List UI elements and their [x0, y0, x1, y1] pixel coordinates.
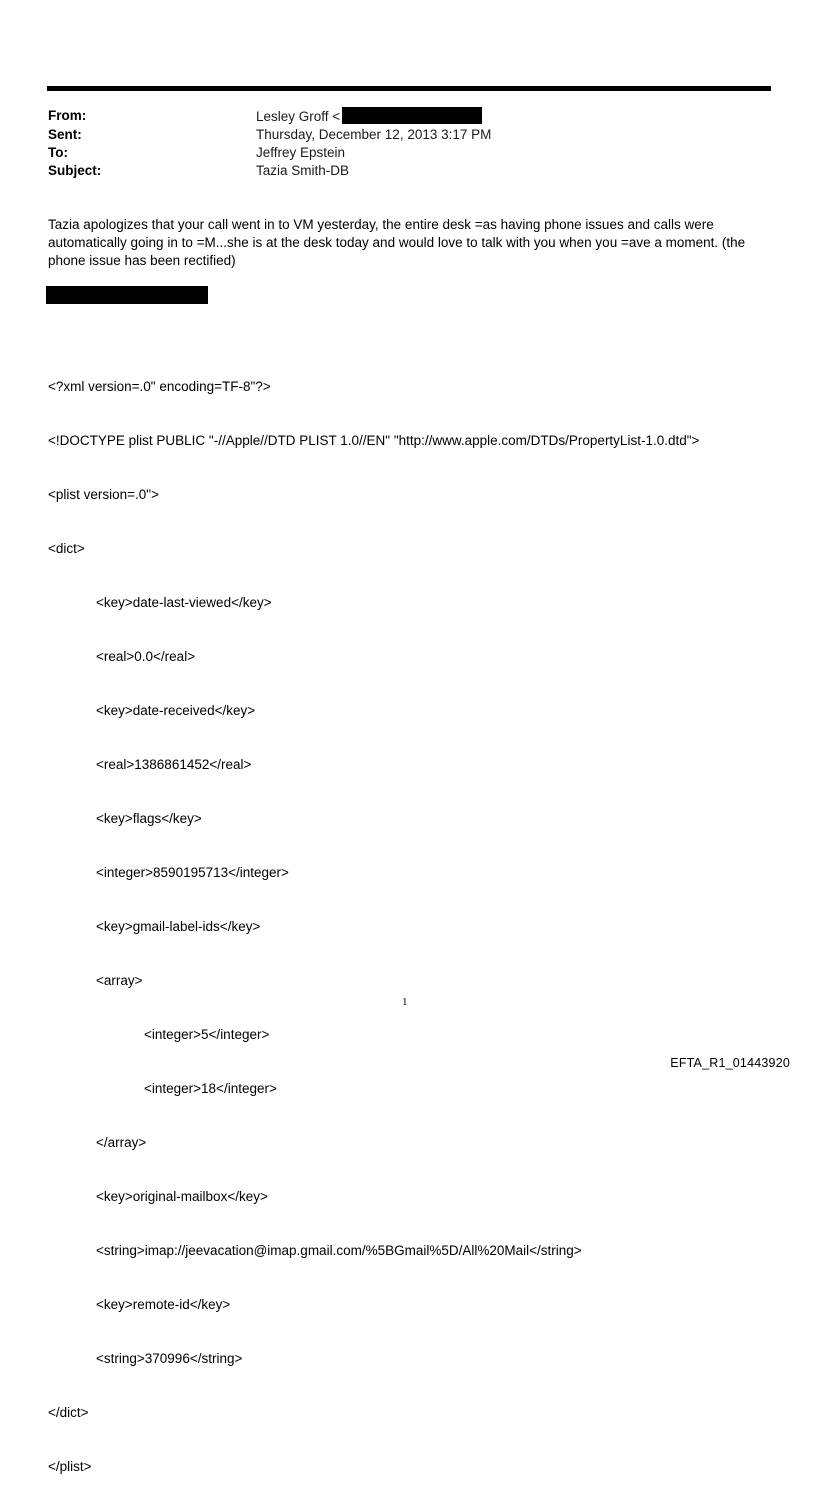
- sent-row: [48, 126, 491, 144]
- xml-line: <key>gmail-label-ids</key>: [96, 919, 261, 934]
- sent-value: Thursday, December 12, 2013 3:17 PM: [256, 127, 492, 142]
- xml-line: <real>0.0</real>: [96, 649, 196, 664]
- xml-line: </array>: [96, 1135, 147, 1150]
- from-label: From:: [48, 108, 87, 123]
- to-row: [48, 144, 491, 162]
- to-label: To:: [48, 145, 68, 160]
- to-value: Jeffrey Epstein: [256, 145, 346, 160]
- xml-line: <!DOCTYPE plist PUBLIC "-//Apple//DTD PLIST 1.0//EN" "http://www.apple.com/DTDs/PropertyList-1.0.dtd">: [48, 433, 700, 448]
- xml-line: </dict>: [48, 1405, 89, 1420]
- xml-line: <key>original-mailbox</key>: [96, 1189, 268, 1204]
- document-id: EFTA_R1_01443920: [670, 1056, 790, 1070]
- redaction-bar: [46, 286, 208, 304]
- xml-line: <key>remote-id</key>: [96, 1297, 231, 1312]
- redaction-bar: [342, 107, 482, 124]
- sent-label: Sent:: [48, 127, 82, 142]
- from-name: Lesley Groff <: [256, 109, 341, 124]
- subject-label: Subject:: [48, 163, 102, 178]
- from-value: [256, 107, 482, 126]
- subject-value: Tazia Smith-DB: [256, 163, 350, 178]
- xml-line: <dict>: [48, 541, 85, 556]
- xml-line: <?xml version=.0" encoding=TF-8"?>: [48, 379, 271, 394]
- xml-line: <string>370996</string>: [96, 1351, 243, 1366]
- from-row: [48, 107, 491, 126]
- subject-row: [48, 162, 491, 180]
- xml-line: </plist>: [48, 1459, 92, 1474]
- xml-line: <plist version=.0">: [48, 487, 159, 502]
- xml-line: <string>imap://jeevacation@imap.gmail.com/%5BGmail%5D/All%20Mail</string>: [96, 1243, 582, 1258]
- page-number: 1: [402, 996, 408, 1008]
- xml-line: <key>flags</key>: [96, 811, 202, 826]
- email-body: Tazia apologizes that your call went in to VM yesterday, the entire desk =as having phone issues and calls were automatically going in to =M...she is at the desk today and would love to talk with you when you =ave a moment. (the phone issue has been rectified): [48, 217, 746, 268]
- xml-line: <array>: [96, 973, 143, 988]
- xml-line: <real>1386861452</real>: [96, 757, 252, 772]
- header-rule: [47, 86, 771, 91]
- xml-line: <key>date-received</key>: [96, 703, 256, 718]
- xml-line: <integer>8590195713</integer>: [96, 865, 289, 880]
- xml-line: <integer>5</integer>: [144, 1027, 270, 1042]
- xml-line: <integer>18</integer>: [144, 1081, 277, 1096]
- plist-xml: [48, 342, 699, 1494]
- xml-line: <key>date-last-viewed</key>: [96, 595, 272, 610]
- email-header: [48, 107, 491, 180]
